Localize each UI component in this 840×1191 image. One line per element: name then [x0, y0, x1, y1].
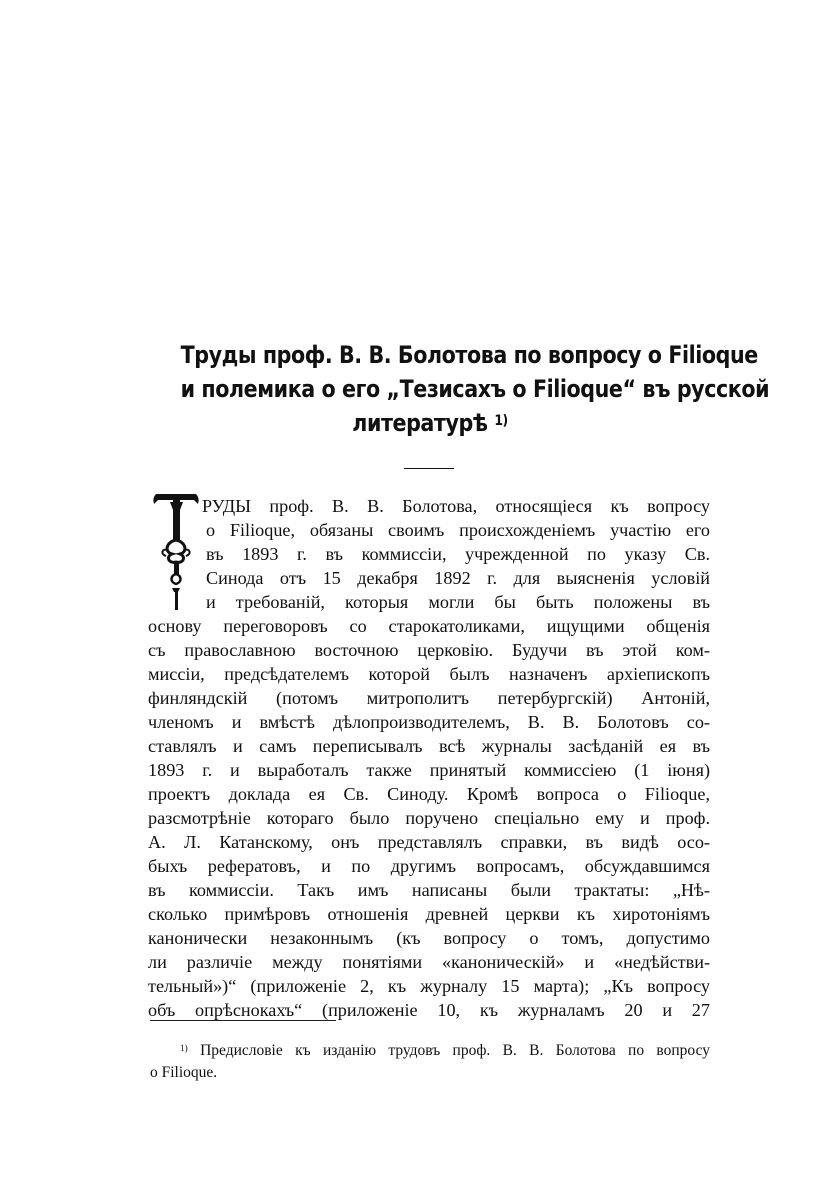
body-line-18: сколько примѣровъ отношенія древней церкви къ хиротоніямъ — [148, 904, 710, 924]
body-line-21: тельный»)“ (приложеніе 2, къ журналу 15 марта); „Къ вопросу — [148, 976, 710, 996]
body-line-3: въ 1893 г. въ коммиссіи, учрежденной по указу Св. — [206, 544, 710, 564]
body-line-20: ли различіе между понятіями «каноническій» и «недѣйстви- — [148, 952, 710, 972]
body-line-19: канонически незаконнымъ (къ вопросу о томъ, допустимо — [148, 928, 710, 948]
body-line-10: членомъ и вмѣстѣ дѣлопроизводителемъ, В. В. Болотовъ со- — [148, 712, 710, 732]
body-line-14: разсмотрѣніе котораго было поручено спеціально ему и проф. — [148, 808, 710, 828]
body-line-13: проектъ доклада ея Св. Синоду. Кромѣ вопроса о Filioque, — [148, 784, 710, 804]
body-line-1 — [202, 494, 710, 518]
article-title — [180, 338, 770, 440]
body-line-5: и требованій, которыя могли бы быть положены въ — [206, 592, 710, 612]
body-line-4: Синода отъ 15 декабря 1892 г. для выясненія условій — [206, 568, 710, 588]
body-line-1-text: РУДЫ проф. В. В. Болотова, относящіеся къ вопросу — [202, 496, 710, 516]
body-line-17: въ коммиссіи. Такъ имъ написаны были трактаты: „Нѣ- — [148, 880, 710, 900]
title-line-3 — [181, 406, 680, 440]
ornamental-drop-cap — [152, 492, 200, 612]
footnote-line-2: о Filioque. — [150, 1064, 218, 1081]
title-footnote-mark: 1) — [494, 413, 508, 429]
body-line-12: 1893 г. и выработалъ также принятый коммиссіею (1 іюня) — [148, 760, 710, 780]
title-line-2: и полемика о его „Тезисахъ о Filioque“ въ русской — [180, 375, 770, 403]
body-line-11: ставлялъ и самъ переписывалъ всѣ журналы засѣданій ея въ — [148, 736, 710, 756]
footnote-line-1 — [180, 1040, 710, 1062]
body-line-8: миссіи, предсѣдателемъ которой былъ назначенъ архіепископъ — [148, 664, 710, 684]
title-divider — [404, 468, 454, 469]
footnote-line-1-text: Предисловіе къ изданію трудовъ проф. В. В. Болотова по вопросу — [200, 1042, 710, 1059]
body-line-22: объ опрѣснокахъ“ (приложеніе 10, къ журналамъ 20 и 27 — [148, 1000, 710, 1020]
body-line-2: о Filioque, обязаны своимъ происхожденіемъ участію его — [206, 520, 710, 540]
body-line-7: съ православною восточною церковію. Будучи въ этой ком- — [148, 640, 710, 660]
footnote-mark: 1) — [180, 1044, 188, 1054]
body-line-15: А. Л. Катанскому, онъ представлялъ справки, въ видѣ осо- — [148, 832, 710, 852]
title-line-3-text: литературѣ — [352, 409, 488, 437]
body-line-6: основу переговоровъ со старокатоликами, ищущими общенія — [148, 616, 710, 636]
body-line-16: быхъ рефератовъ, и по другимъ вопросамъ, обсуждавшимся — [148, 856, 710, 876]
title-line-1: Труды проф. В. В. Болотова по вопросу о Filioque — [180, 341, 758, 369]
footnote-divider — [150, 1020, 336, 1021]
body-line-9: финляндскій (потомъ митрополитъ петербургскій) Антоній, — [148, 688, 710, 708]
